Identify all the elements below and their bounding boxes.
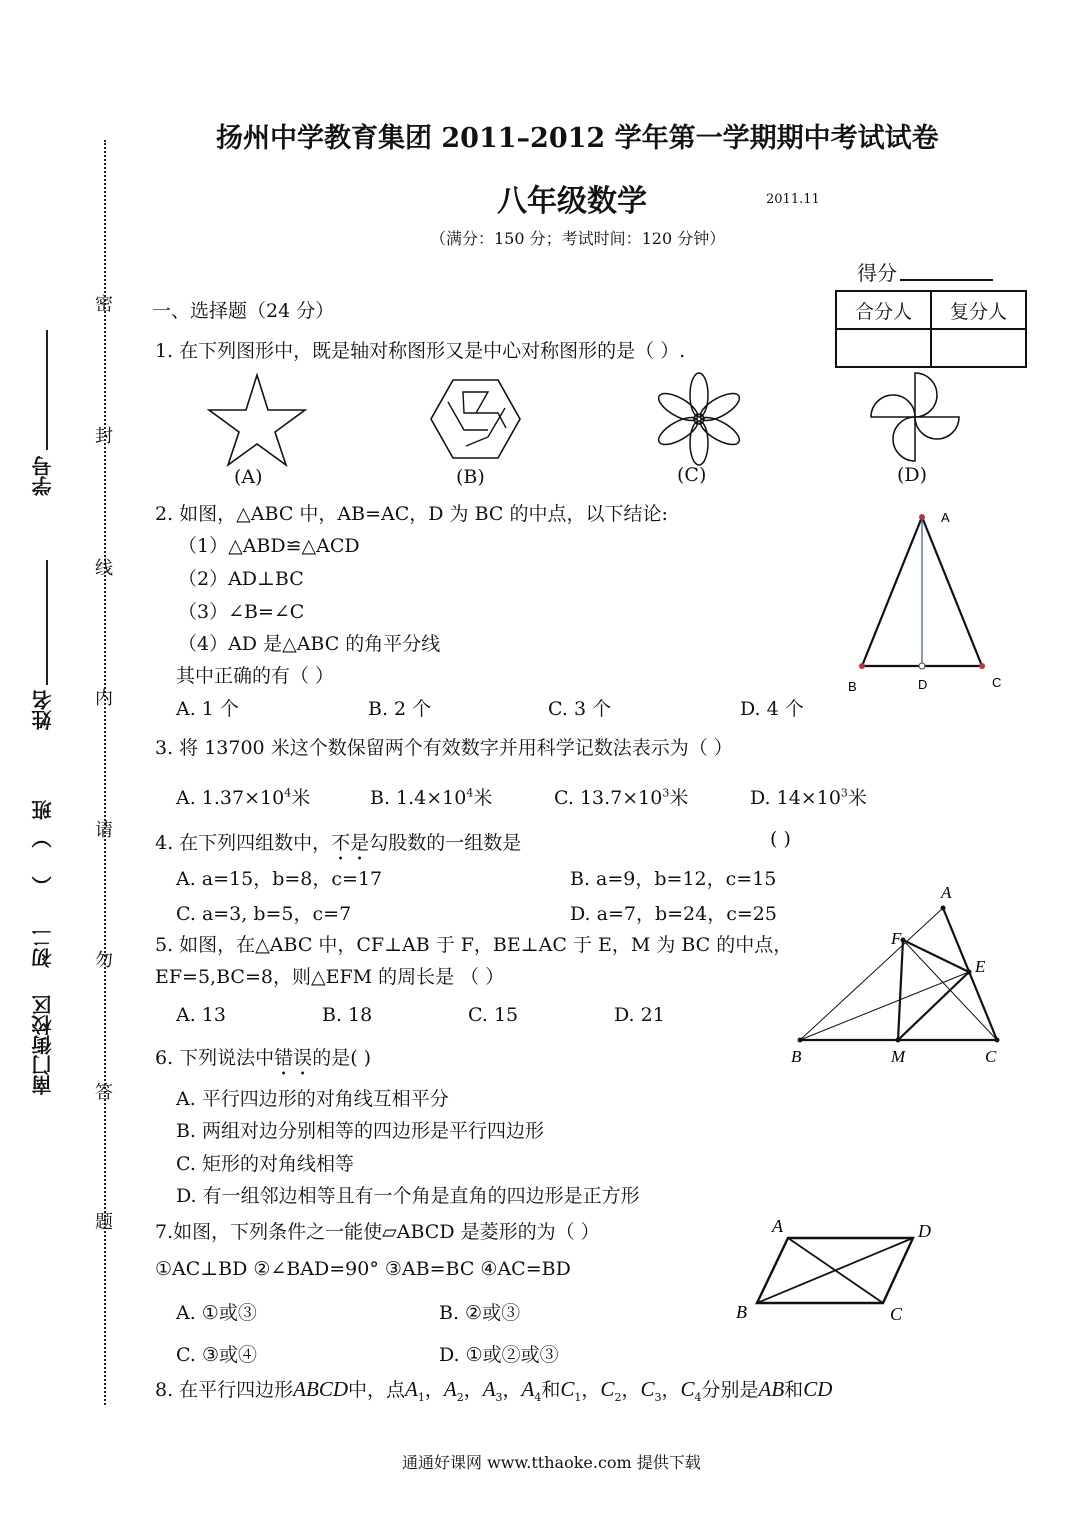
q7-option: D. ①或②或③ bbox=[439, 1344, 559, 1366]
seal-char: 题 bbox=[95, 1212, 113, 1233]
student-no-label: 学号 bbox=[31, 456, 55, 496]
q1-flower-figure bbox=[652, 372, 747, 467]
seal-char: 密 bbox=[95, 294, 113, 315]
q1-pinwheel-figure bbox=[868, 370, 963, 465]
q6-option: B. 两组对边分别相等的四边形是平行四边形 bbox=[176, 1120, 545, 1142]
exam-title: 扬州中学教育集团 2011–2012 学年第一学期期中考试试卷 bbox=[216, 123, 939, 154]
q2-item: （2）AD⊥BC bbox=[178, 568, 304, 590]
q5-option: A. 13 bbox=[176, 1004, 226, 1026]
q7-label-c: C bbox=[890, 1304, 903, 1324]
q6-stem: 6. 下列说法中错误的是( ) bbox=[155, 1047, 372, 1069]
seal-char: 内 bbox=[95, 688, 113, 709]
name-blank[interactable] bbox=[46, 560, 48, 685]
q7-label-d: D bbox=[918, 1221, 931, 1241]
q7-stem: 7.如图，下列条件之一能使▱ABCD 是菱形的为（ ） bbox=[155, 1221, 600, 1243]
grader-header-1: 合分人 bbox=[836, 291, 931, 329]
q2-label-d: D bbox=[918, 677, 928, 692]
q7-option: C. ③或④ bbox=[176, 1344, 257, 1366]
q5-option: C. 15 bbox=[468, 1004, 519, 1026]
q4-paren: ( ) bbox=[770, 828, 791, 850]
seal-char: 勿 bbox=[95, 950, 113, 971]
exam-date: 2011.11 bbox=[766, 192, 820, 207]
footer-source: 通通好课网 www.tthaoke.com 提供下载 bbox=[402, 1453, 701, 1472]
score-blank[interactable] bbox=[900, 279, 993, 281]
student-no-blank[interactable] bbox=[46, 330, 48, 450]
q7-label-b: B bbox=[736, 1302, 747, 1322]
q4-option: C. a=3, b=5，c=7 bbox=[176, 903, 352, 925]
section-title: 一、选择题（24 分） bbox=[152, 300, 335, 322]
q3-option: D. $14\times 10^3$米 bbox=[750, 786, 867, 809]
q1-stem: 1. 在下列图形中，既是轴对称图形又是中心对称图形的是（ ）. bbox=[155, 340, 686, 362]
q5-triangle-figure bbox=[785, 880, 1015, 1070]
name-label: 姓名 bbox=[31, 690, 55, 730]
q5-label-a: A bbox=[941, 883, 952, 902]
q8-stem: 8. 在平行四边形ABCD中，点$A_1$，$A_2$，$A_3$，$A_4$和$C_1$，$C_2$，$C_3$，$C_4$分别是AB和CD bbox=[155, 1377, 833, 1404]
q5-label-c: C bbox=[985, 1047, 997, 1066]
q3-option: A. $1.37\times 10^4$米 bbox=[176, 786, 311, 809]
seal-char: 封 bbox=[95, 426, 113, 447]
q2-label-a: A bbox=[941, 510, 950, 525]
class-label: 班 bbox=[31, 800, 55, 820]
campus-label: 南门街校区 bbox=[31, 995, 55, 1095]
q5-option: B. 18 bbox=[322, 1004, 373, 1026]
q5-label-e: E bbox=[975, 957, 986, 976]
q2-triangle-figure bbox=[840, 505, 1020, 705]
seal-char: 线 bbox=[95, 558, 113, 579]
q1-recycle-figure bbox=[428, 378, 523, 460]
q3-stem: 3. 将 13700 米这个数保留两个有效数字并用科学记数法表示为（ ） bbox=[155, 737, 733, 759]
q1-label-a: (A) bbox=[234, 466, 263, 488]
q2-item: （3）∠B=∠C bbox=[178, 601, 305, 623]
q2-stem: 2. 如图，△ABC 中，AB=AC，D 为 BC 的中点，以下结论: bbox=[155, 503, 668, 525]
seal-char: 答 bbox=[95, 1082, 113, 1103]
q2-label-b: B bbox=[848, 679, 857, 694]
q7-option: A. ①或③ bbox=[176, 1302, 257, 1324]
grade-label: 初二 bbox=[31, 928, 55, 968]
grader-cell-1[interactable] bbox=[836, 329, 931, 367]
q5-label-b: B bbox=[791, 1047, 802, 1066]
q7-label-a: A bbox=[772, 1216, 783, 1236]
q3-option: B. $1.4\times 10^4$米 bbox=[370, 786, 493, 809]
q5-label-m: M bbox=[891, 1047, 906, 1066]
grader-header-2: 复分人 bbox=[931, 291, 1026, 329]
q6-option: A. 平行四边形的对角线互相平分 bbox=[176, 1088, 449, 1110]
seal-char: 请 bbox=[95, 820, 113, 841]
q2-label-c: C bbox=[992, 675, 1002, 690]
q4-option: B. a=9，b=12，c=15 bbox=[570, 868, 777, 890]
q1-label-b: (B) bbox=[456, 466, 485, 488]
q2-option: B. 2 个 bbox=[368, 698, 432, 720]
q3-option: C. $13.7\times 10^3$米 bbox=[554, 786, 689, 809]
exam-info: （满分：150 分；考试时间：120 分钟） bbox=[430, 229, 726, 248]
q5-line1: 5. 如图，在△ABC 中，CF⊥AB 于 F，BE⊥AC 于 E，M 为 BC 的中点， bbox=[155, 934, 793, 956]
class-paren-open: （ bbox=[31, 876, 55, 896]
q6-option: D. 有一组邻边相等且有一个角是直角的四边形是正方形 bbox=[176, 1185, 640, 1207]
class-paren-close: ） bbox=[31, 828, 55, 848]
q1-star-figure bbox=[205, 372, 310, 467]
q7-conditions: ①AC⊥BD ②∠BAD=90° ③AB=BC ④AC=BD bbox=[155, 1258, 571, 1280]
q4-option: A. a=15，b=8，c=17 bbox=[176, 868, 383, 890]
q7-option: B. ②或③ bbox=[439, 1302, 521, 1324]
q2-option: A. 1 个 bbox=[176, 698, 239, 720]
q5-label-f: F bbox=[891, 929, 902, 948]
q1-label-c: (C) bbox=[677, 464, 707, 486]
q2-option: C. 3 个 bbox=[548, 698, 612, 720]
exam-subtitle: 八年级数学 bbox=[497, 184, 647, 219]
grader-table bbox=[835, 290, 1027, 368]
q6-option: C. 矩形的对角线相等 bbox=[176, 1153, 354, 1175]
q4-option: D. a=7，b=24，c=25 bbox=[570, 903, 777, 925]
q2-item: （4）AD 是△ABC 的角平分线 bbox=[178, 633, 441, 655]
q5-line2: EF=5,BC=8，则△EFM 的周长是 （ ） bbox=[155, 966, 505, 988]
q1-label-d: (D) bbox=[897, 464, 928, 486]
grader-cell-2[interactable] bbox=[931, 329, 1026, 367]
score-label: 得分 bbox=[857, 261, 897, 285]
q5-option: D. 21 bbox=[614, 1004, 665, 1026]
q2-item: （1）△ABD≌△ACD bbox=[178, 535, 360, 557]
q2-ask: 其中正确的有（ ） bbox=[176, 665, 335, 687]
q4-stem: 4. 在下列四组数中，不是勾股数的一组数是 bbox=[155, 832, 522, 854]
q7-parallelogram-figure bbox=[730, 1210, 950, 1330]
q2-option: D. 4 个 bbox=[740, 698, 804, 720]
